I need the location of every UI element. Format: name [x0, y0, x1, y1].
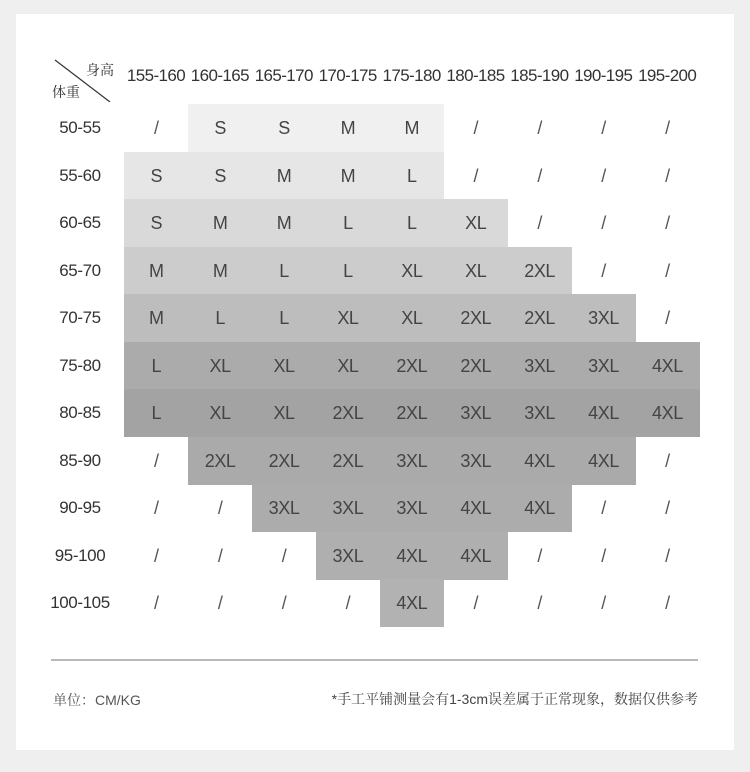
- size-cell: L: [188, 294, 253, 342]
- column-header: 195-200: [638, 66, 697, 85]
- empty-cell: /: [537, 118, 542, 138]
- size-cell: 2XL: [316, 437, 381, 485]
- size-cell: M: [252, 152, 317, 200]
- empty-cell: /: [153, 450, 159, 471]
- size-cell: 3XL: [316, 484, 381, 532]
- column-header: 160-165: [190, 66, 249, 85]
- size-cell: 4XL: [444, 484, 509, 532]
- height-label: 身高: [86, 62, 114, 78]
- size-cell: L: [316, 247, 381, 295]
- empty-cell: /: [665, 545, 670, 566]
- size-cell: 2XL: [380, 342, 445, 390]
- size-cell: XL: [444, 247, 509, 295]
- size-cell: XL: [380, 294, 445, 342]
- size-cell: S: [124, 152, 189, 200]
- row-header: 70-75: [59, 308, 101, 327]
- size-cell: XL: [188, 342, 253, 390]
- empty-cell: /: [345, 593, 351, 613]
- size-cell: XL: [252, 389, 317, 437]
- size-cell: 4XL: [507, 484, 572, 532]
- empty-cell: /: [281, 545, 287, 566]
- size-cell: L: [316, 199, 381, 247]
- column-header: 180-185: [446, 66, 505, 85]
- column-header: 175-180: [382, 66, 441, 85]
- size-cell: 3XL: [380, 437, 445, 485]
- empty-cell: /: [537, 213, 542, 233]
- size-cell: 2XL: [444, 342, 509, 390]
- empty-cell: /: [601, 545, 606, 566]
- empty-cell: /: [665, 450, 670, 471]
- size-cell: 2XL: [252, 437, 317, 485]
- empty-cell: /: [537, 545, 542, 566]
- empty-cell: /: [537, 165, 542, 186]
- empty-cell: /: [665, 308, 670, 328]
- empty-cell: /: [153, 118, 159, 138]
- size-cell: 3XL: [380, 484, 445, 532]
- empty-cell: /: [473, 165, 479, 186]
- size-cell: XL: [316, 342, 381, 390]
- size-cell: M: [380, 104, 445, 152]
- empty-cell: /: [217, 498, 223, 518]
- column-header: 155-160: [126, 66, 186, 85]
- size-cell: S: [124, 199, 189, 247]
- row-header: 60-65: [59, 213, 101, 232]
- size-cell: L: [124, 389, 189, 437]
- size-cell: 3XL: [444, 389, 509, 437]
- size-cell: 4XL: [444, 532, 509, 580]
- divider: [51, 659, 698, 661]
- empty-cell: /: [601, 593, 606, 613]
- column-header: 170-175: [318, 66, 377, 85]
- empty-cell: /: [665, 498, 670, 518]
- row-header: 95-100: [54, 545, 106, 565]
- row-header: 50-55: [59, 118, 101, 137]
- empty-cell: /: [217, 545, 223, 566]
- row-header: 75-80: [59, 355, 101, 375]
- size-cell: M: [316, 152, 381, 200]
- empty-cell: /: [153, 593, 159, 613]
- size-cell: L: [252, 247, 317, 295]
- row-header: 65-70: [59, 260, 101, 280]
- size-cell: XL: [252, 342, 317, 390]
- empty-cell: /: [217, 593, 223, 613]
- row-header: 90-95: [59, 498, 101, 517]
- size-cell: 2XL: [507, 294, 572, 342]
- measurement-note: *手工平铺测量会有1-3cm误差属于正常现象，数据仅供参考: [331, 691, 698, 707]
- size-cell: 3XL: [571, 294, 636, 342]
- size-cell: L: [380, 152, 445, 200]
- empty-cell: /: [153, 498, 159, 518]
- size-cell: L: [252, 294, 317, 342]
- row-header: 100-105: [50, 593, 110, 612]
- size-cell: 4XL: [571, 389, 636, 437]
- size-cell: 4XL: [635, 389, 700, 437]
- column-header: 190-195: [574, 66, 633, 85]
- row-header: 85-90: [59, 450, 101, 470]
- size-cell: M: [188, 199, 253, 247]
- size-cell: S: [188, 104, 253, 152]
- column-header: 165-170: [254, 66, 313, 85]
- size-cell: 3XL: [316, 532, 381, 580]
- empty-cell: /: [665, 260, 670, 281]
- size-cell: M: [316, 104, 381, 152]
- size-cell: 3XL: [444, 437, 509, 485]
- size-cell: 4XL: [380, 579, 445, 627]
- column-header: 185-190: [510, 66, 569, 85]
- size-cell: 2XL: [507, 247, 572, 295]
- size-cell: 3XL: [507, 389, 572, 437]
- unit-label: 单位：CM/KG: [53, 692, 141, 708]
- empty-cell: /: [601, 213, 606, 233]
- size-cell: 4XL: [380, 532, 445, 580]
- size-cell: M: [124, 294, 189, 342]
- size-cell: XL: [444, 199, 509, 247]
- empty-cell: /: [153, 545, 159, 566]
- size-cell: S: [188, 152, 253, 200]
- size-cell: 2XL: [380, 389, 445, 437]
- empty-cell: /: [665, 118, 670, 138]
- empty-cell: /: [281, 593, 287, 613]
- size-cell: XL: [316, 294, 381, 342]
- size-cell: 3XL: [252, 484, 317, 532]
- empty-cell: /: [601, 165, 606, 186]
- size-cell: M: [188, 247, 253, 295]
- size-cell: 4XL: [571, 437, 636, 485]
- size-cell: M: [252, 199, 317, 247]
- size-cell: M: [124, 247, 189, 295]
- empty-cell: /: [473, 593, 479, 613]
- row-header: 55-60: [59, 165, 101, 185]
- empty-cell: /: [601, 118, 606, 138]
- size-cell: 3XL: [571, 342, 636, 390]
- empty-cell: /: [601, 260, 606, 281]
- table-corner-header: [50, 58, 112, 102]
- size-cell: 2XL: [316, 389, 381, 437]
- size-cell: XL: [380, 247, 445, 295]
- empty-cell: /: [665, 593, 670, 613]
- empty-cell: /: [473, 118, 479, 138]
- size-cell: XL: [188, 389, 253, 437]
- size-cell: S: [252, 104, 317, 152]
- size-cell: L: [124, 342, 189, 390]
- size-cell: L: [380, 199, 445, 247]
- weight-label: 体重: [52, 84, 80, 100]
- size-cell: 2XL: [188, 437, 253, 485]
- size-cell: 3XL: [507, 342, 572, 390]
- row-header: 80-85: [59, 403, 101, 422]
- size-cell: 4XL: [635, 342, 700, 390]
- empty-cell: /: [601, 498, 606, 518]
- empty-cell: /: [665, 165, 670, 186]
- size-cell: 4XL: [507, 437, 572, 485]
- empty-cell: /: [665, 213, 670, 233]
- empty-cell: /: [537, 593, 542, 613]
- size-cell: 2XL: [444, 294, 509, 342]
